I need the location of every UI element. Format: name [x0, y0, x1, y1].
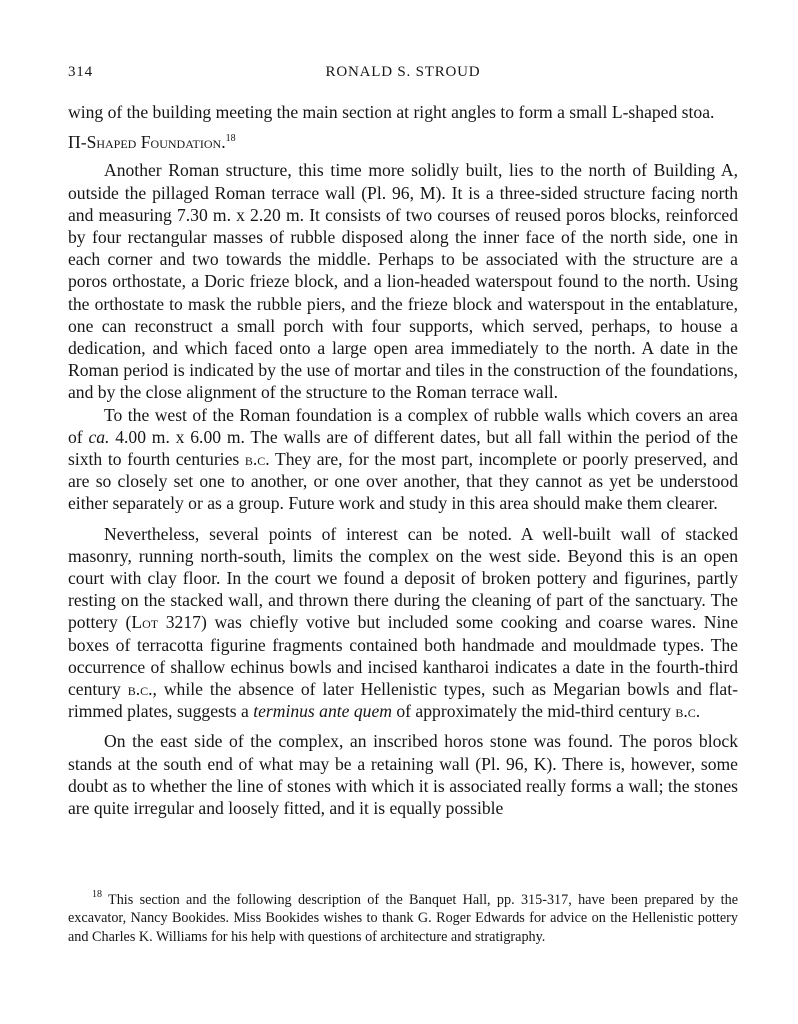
section-heading-text: Π-Shaped Foundation. [68, 132, 226, 153]
era-bc: b.c. [127, 679, 153, 700]
paragraph-4: On the east side of the complex, an inscribed horos stone was found. The poros block stands at the south end of what may be a retaining wall (Pl. 96, K). There is, however, some doubt as to whether the line of stones with which it is associated really forms a wall; the stones are quite irregular and loosely fitted, and it is equally possible [68, 731, 738, 819]
paragraph-2: To the west of the Roman foundation is a complex of rubble walls which covers an area of ca. 4.00 m. x 6.00 m. The walls are of different dates, but all fall within the period of the sixth to fourth centuries b.c. They are, for the most part, incomplete or poorly preserved, and are so closely set one to another, or one over another, that they cannot as yet be understood either separately or as a group. Future work and study in this area should make them clearer. [68, 404, 738, 514]
page-number: 314 [68, 64, 93, 80]
paragraph-3: Nevertheless, several points of interest can be noted. A well-built wall of stacked masonry, running north-south, limits the complex on the west side. Beyond this is an open court with clay floor. In the court we found a deposit of broken pottery and figurines, partly resting on the stacked wall, and thrown there during the cleaning of part of the sanctuary. The pottery (Lot 3217) was chiefly votive but included some cooking and coarse wares. Nine boxes of terracotta figurine fragments contained both handmade and mouldmade types. The occurrence of shallow echinus bowls and incised kantharoi indicates a date in the fourth-third century b.c., while the absence of later Hellenistic types, such as Megarian bowls and flat-rimmed plates, suggests a terminus ante quem of approximately the mid-third century b.c. [68, 523, 739, 722]
footnotes [68, 891, 738, 946]
footnote-ref: 18 [225, 133, 236, 145]
section-heading [68, 131, 738, 153]
era-bc: b.c. [244, 449, 270, 470]
footnote-number: 18 [92, 889, 102, 900]
lot-label: Lot [131, 612, 159, 633]
paragraph-1: Another Roman structure, this time more solidly built, lies to the north of Building A, outside the pillaged Roman terrace wall (Pl. 96, M). It is a three-sided structure facing north and measuring 7.30 m. x 2.20 m. It consists of two courses of reused poros blocks, reinforced by four rectangular masses of rubble disposed along the inner face of the north side, one in each corner and two towards the middle. Perhaps to be associated with the structure are a poros orthostate, a Doric frieze block, and a lion-headed waterspout found to the north. Using the orthostate to mask the rubble piers, and the frieze block and waterspout in the entablature, one can reconstruct a small porch with four supports, which served, perhaps, to house a dedication, and which faced onto a large open area immediately to the north. A date in the Roman period is indicated by the use of mortar and tiles in the construction of the foundations, and by the close alignment of the structure to the Roman terrace wall. [68, 160, 738, 403]
latin-term: terminus ante quem [253, 701, 392, 722]
continuation-paragraph: wing of the building meeting the main section at right angles to form a small L-shaped stoa. [68, 102, 715, 122]
footnote-18 [68, 891, 738, 946]
page-header [68, 64, 738, 84]
era-bc: b.c. [675, 701, 701, 722]
body-text [68, 101, 738, 819]
footnote-text: This section and the following description of the Banquet Hall, pp. 315-317, have been prepared by the excavator, Nancy Bookides. Miss Bookides wishes to thank G. Roger Edwards for advice on the Hellenistic pottery and Charles K. Williams for his help with questions of architecture and stratigraphy. [68, 892, 738, 945]
running-head: RONALD S. STROUD [325, 64, 481, 80]
abbrev-circa: ca. [88, 426, 110, 447]
